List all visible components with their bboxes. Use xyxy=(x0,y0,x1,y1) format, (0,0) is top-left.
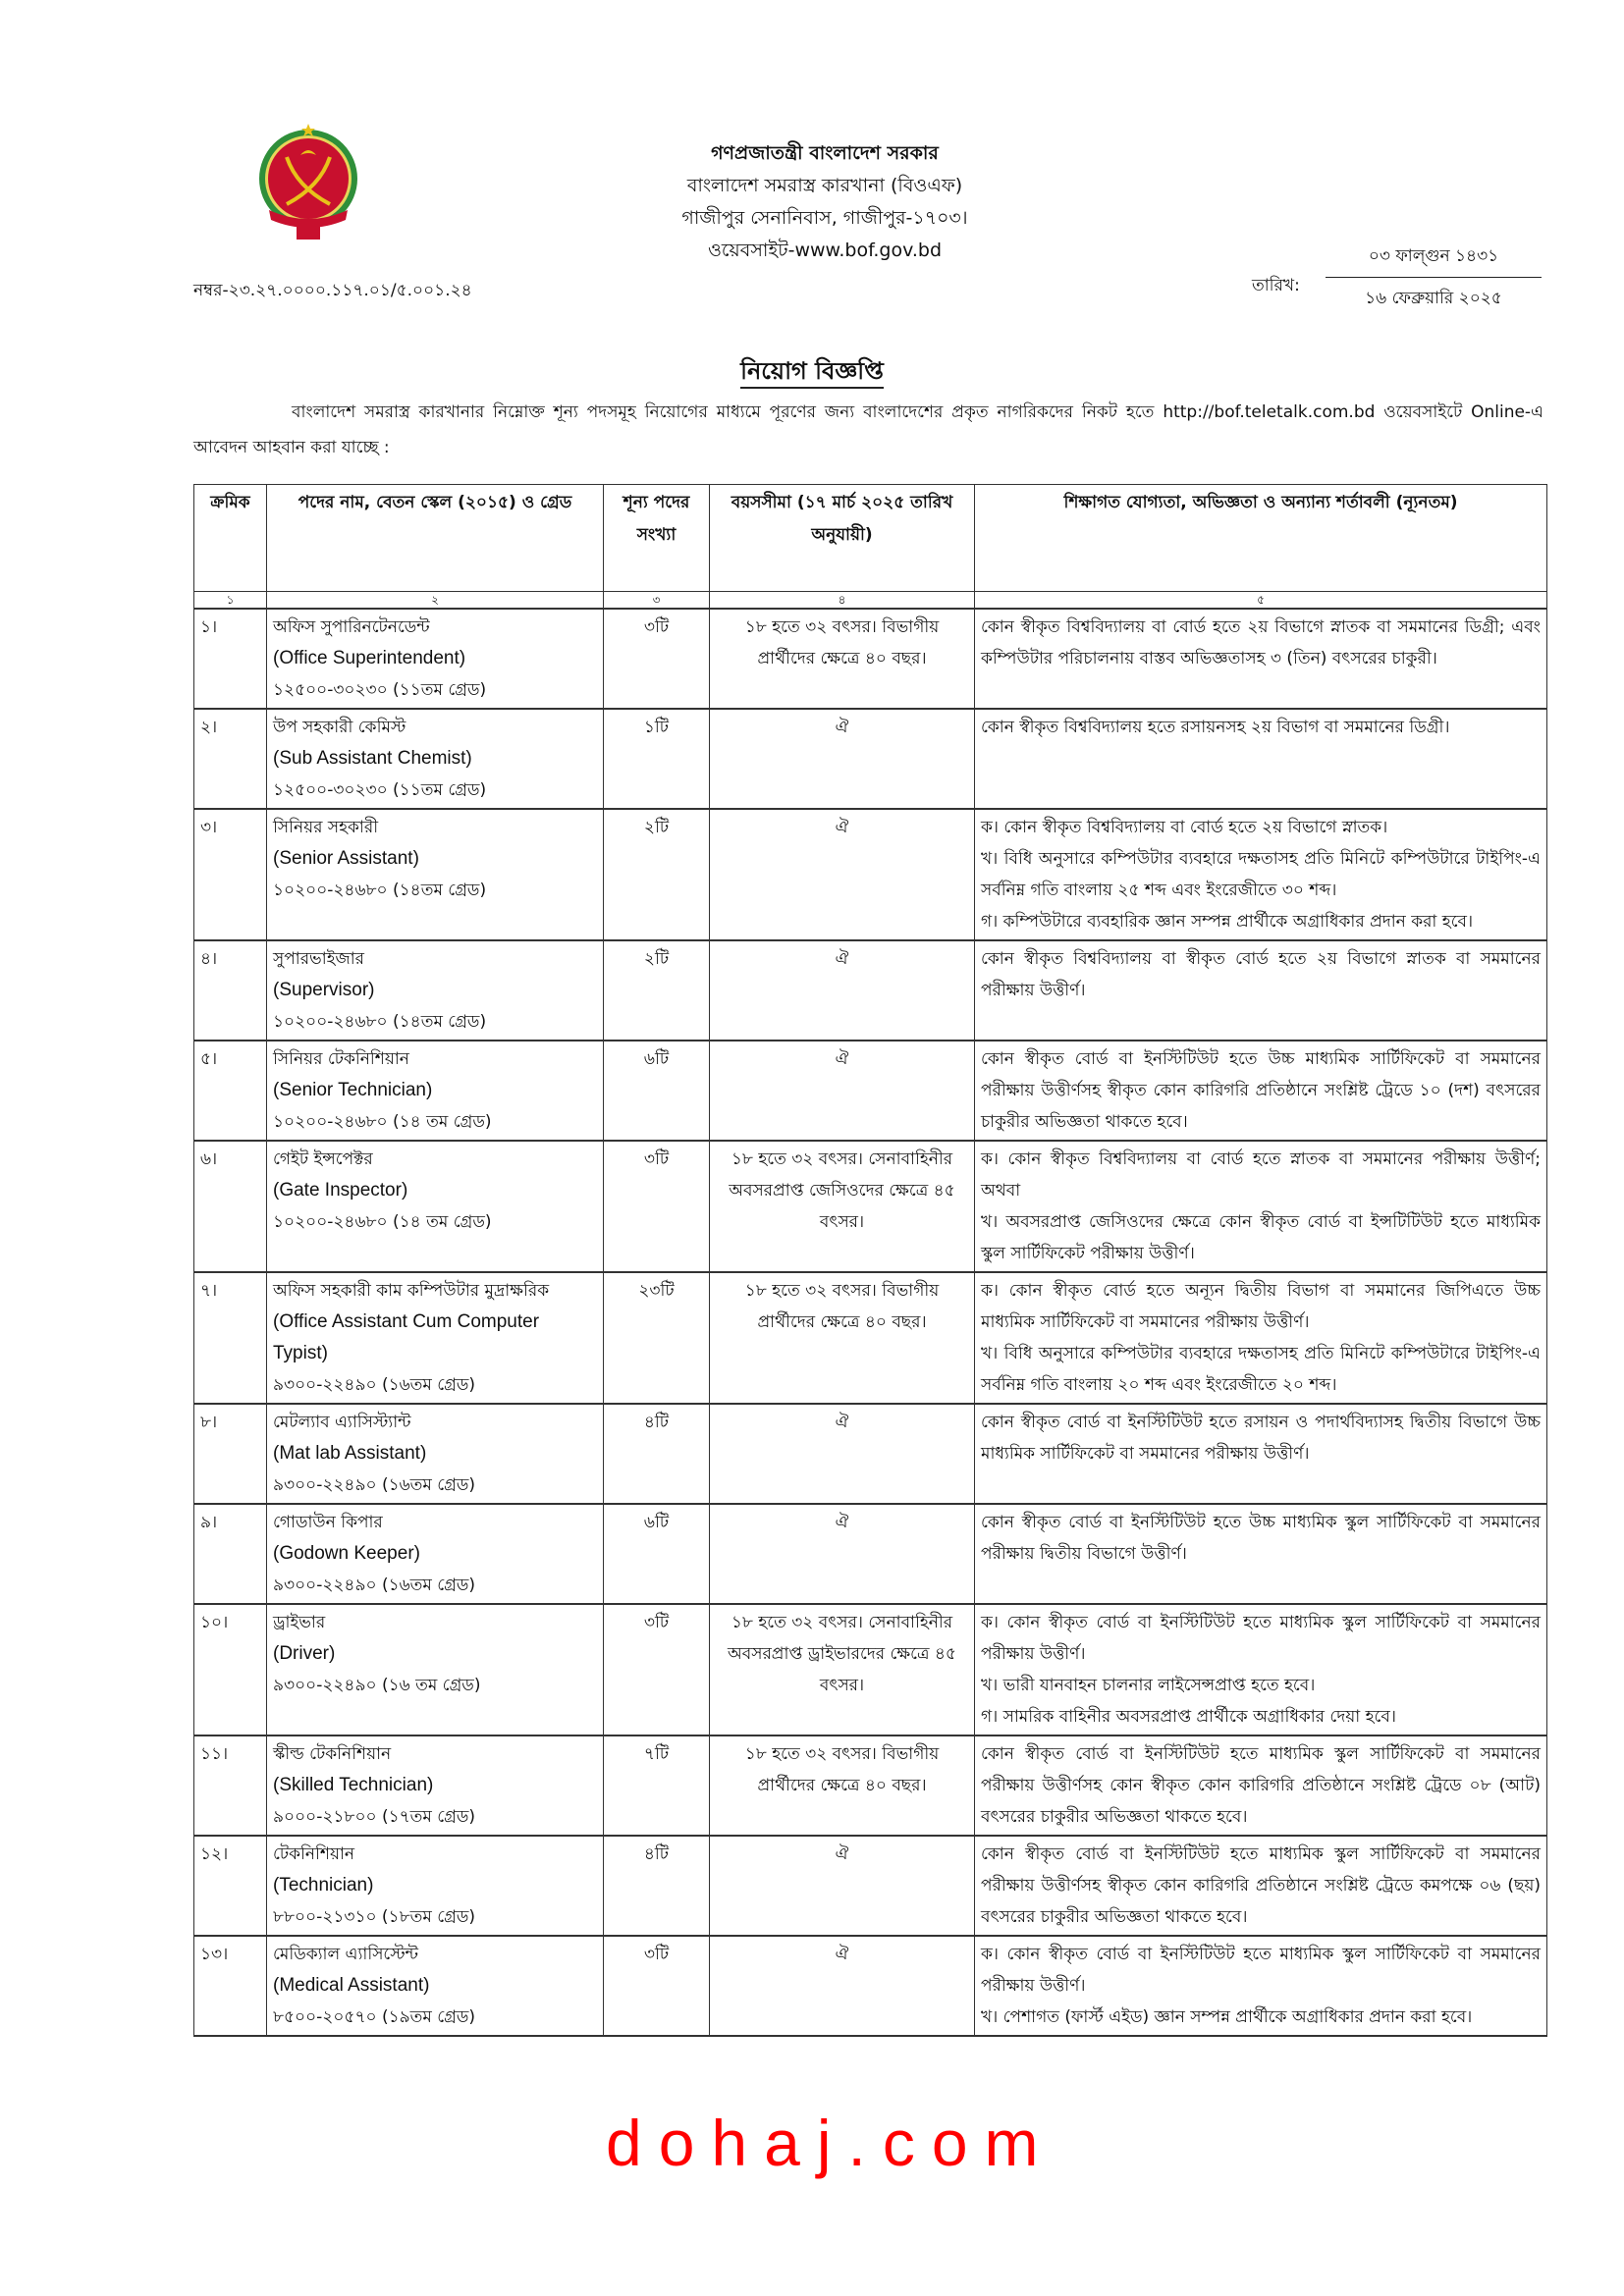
table-row xyxy=(194,1404,1547,1504)
date-gregorian: ১৬ ফেব্রুয়ারি ২০২৫ xyxy=(1365,289,1502,308)
qualification-cell xyxy=(975,1272,1547,1404)
post-name-bangla: স্কীল্ড টেকনিশিয়ান xyxy=(273,1744,392,1764)
post-cell xyxy=(267,609,604,709)
qualification-item: খ। বিধি অনুসারে কম্পিউটার ব্যবহারে দক্ষতাসহ প্রতি মিনিটে কম্পিউটারে টাইপিং-এ সর্বনিম্ন গতি বাংলায় ২৫ শব্দ এবং ইংরেজীতে ৩০ শব্দ। xyxy=(981,849,1541,900)
table-row xyxy=(194,940,1547,1041)
age-limit-cell: ১৮ হতে ৩২ বৎসর। সেনাবাহিনীর অবসরপ্রাপ্ত জেসিওদের ক্ষেত্রে ৪৫ বৎসর। xyxy=(710,1141,975,1272)
post-name-english: (Technician) xyxy=(273,1875,374,1896)
post-name-english: (Sub Assistant Chemist) xyxy=(273,748,472,769)
post-name-bangla: অফিস সুপারিনটেনডেন্ট xyxy=(273,617,430,637)
column-header-post: পদের নাম, বেতন স্কেল (২০১৫) ও গ্রেড xyxy=(267,485,604,592)
notice-title: নিয়োগ বিজ্ঞপ্তি xyxy=(740,357,884,389)
serial-cell: ৫। xyxy=(194,1041,267,1141)
column-number: ৪ xyxy=(710,592,975,610)
age-limit-cell: ঐ xyxy=(710,940,975,1041)
post-name-bangla: সুপারভাইজার xyxy=(273,949,364,969)
post-cell xyxy=(267,1604,604,1735)
table-row xyxy=(194,1141,1547,1272)
serial-cell: ১১। xyxy=(194,1735,267,1836)
post-name-english: (Office Superintendent) xyxy=(273,648,466,668)
qualification-cell xyxy=(975,1404,1547,1504)
qualification-item: খ। পেশাগত (ফার্স্ট এইড) জ্ঞান সম্পন্ন প্রার্থীকে অগ্রাধিকার প্রদান করা হবে। xyxy=(981,2007,1473,2027)
age-limit-cell: ঐ xyxy=(710,1404,975,1504)
qualification-item: ক। কোন স্বীকৃত বোর্ড হতে অন্যূন দ্বিতীয় বিভাগ বা সমমানের জিপিএতে উচ্চ মাধ্যমিক সার্টিফিকেট বা সমমানের পরীক্ষায় উত্তীর্ণ। xyxy=(981,1281,1541,1332)
post-cell xyxy=(267,809,604,940)
qualification-item: কোন স্বীকৃত বোর্ড বা ইনস্টিটিউট হতে রসায়ন ও পদার্থবিদ্যাসহ দ্বিতীয় বিভাগে উচ্চ মাধ্যমিক সার্টিফিকেট বা সমমানের পরীক্ষায় উত্তীর্ণ। xyxy=(981,1413,1541,1464)
post-cell xyxy=(267,1404,604,1504)
post-cell xyxy=(267,1836,604,1936)
qualification-item: গ। সামরিক বাহিনীর অবসরপ্রাপ্ত প্রার্থীকে অগ্রাধিকার দেয়া হবে। xyxy=(981,1707,1396,1727)
vacancy-count-cell: ৬টি xyxy=(604,1504,710,1604)
qualification-item: কোন স্বীকৃত বিশ্ববিদ্যালয় বা স্বীকৃত বোর্ড হতে ২য় বিভাগে স্নাতক বা সমমানের পরীক্ষায় উত্তীর্ণ। xyxy=(981,949,1541,1000)
age-limit-cell: ঐ xyxy=(710,709,975,809)
post-name-english: (Medical Assistant) xyxy=(273,1975,430,1996)
pay-scale: ১০২০০-২৪৬৮০ (১৪তম গ্রেড) xyxy=(273,1012,487,1032)
age-limit-cell: ১৮ হতে ৩২ বৎসর। বিভাগীয় প্রার্থীদের ক্ষেত্রে ৪০ বছর। xyxy=(710,1735,975,1836)
post-name-bangla: গেইট ইন্সপেক্টর xyxy=(273,1149,373,1169)
pay-scale: ৯৩০০-২২৪৯০ (১৬তম গ্রেড) xyxy=(273,1375,476,1395)
qualification-item: ক। কোন স্বীকৃত বিশ্ববিদ্যালয় বা বোর্ড হতে ২য় বিভাগে স্নাতক। xyxy=(981,818,1388,837)
post-name-english: (Mat lab Assistant) xyxy=(273,1443,427,1464)
pay-scale: ১২৫০০-৩০২৩০ (১১তম গ্রেড) xyxy=(273,680,487,700)
post-cell xyxy=(267,1141,604,1272)
vacancy-count-cell: ৩টি xyxy=(604,609,710,709)
organization-name: বাংলাদেশ সমরাস্ত্র কারখানা (বিওএফ) xyxy=(686,175,963,196)
column-header-age: বয়সসীমা (১৭ মার্চ ২০২৫ তারিখ অনুযায়ী) xyxy=(710,485,975,592)
post-name-english: (Skilled Technician) xyxy=(273,1775,434,1795)
post-name-bangla: অফিস সহকারী কাম কম্পিউটার মুদ্রাক্ষরিক xyxy=(273,1281,550,1301)
serial-cell: ১০। xyxy=(194,1604,267,1735)
column-number: ৫ xyxy=(975,592,1547,610)
qualification-cell xyxy=(975,1141,1547,1272)
table-row xyxy=(194,1735,1547,1836)
column-number-row xyxy=(194,592,1547,610)
vacancy-count-cell: ২৩টি xyxy=(604,1272,710,1404)
serial-cell: ৯। xyxy=(194,1504,267,1604)
post-name-english: (Office Assistant Cum Computer Typist) xyxy=(273,1311,540,1363)
qualification-cell xyxy=(975,1936,1547,2036)
date-bangla: ০৩ ফাল্গুন ১৪৩১ xyxy=(1326,243,1542,278)
column-number: ২ xyxy=(267,592,604,610)
post-name-english: (Supervisor) xyxy=(273,980,375,1000)
serial-cell: ২। xyxy=(194,709,267,809)
qualification-item: ক। কোন স্বীকৃত বোর্ড বা ইনস্টিটিউট হতে মাধ্যমিক স্কুল সার্টিফিকেট বা সমমানের পরীক্ষায় উত্তীর্ণ। xyxy=(981,1613,1541,1664)
post-name-english: (Senior Assistant) xyxy=(273,848,419,869)
bof-emblem-icon xyxy=(257,118,359,251)
vacancy-count-cell: ৪টি xyxy=(604,1404,710,1504)
post-name-english: (Godown Keeper) xyxy=(273,1543,420,1564)
qualification-item: কোন স্বীকৃত বিশ্ববিদ্যালয় বা বোর্ড হতে ২য় বিভাগে স্নাতক বা সমমানের ডিগ্রী; এবং কম্পিউটার পরিচালনায় বাস্তব অভিজ্ঞতাসহ ৩ (তিন) বৎসরের চাকুরী। xyxy=(981,617,1541,668)
qualification-cell xyxy=(975,940,1547,1041)
government-name: গণপ্রজাতন্ত্রী বাংলাদেশ সরকার xyxy=(711,142,939,164)
column-header-count: শূন্য পদের সংখ্যা xyxy=(604,485,710,592)
post-name-english: (Senior Technician) xyxy=(273,1080,433,1100)
notice-intro: বাংলাদেশ সমরাস্ত্র কারখানার নিম্নোক্ত শূন্য পদসমূহ নিয়োগের মাধ্যমে পূরণের জন্য বাংলাদেশের প্রকৃত নাগরিকদের নিকট হতে http://bof.teletalk.com.bd ওয়েবসাইটে Online-এ আবেদন আহবান করা যাচ্ছে : xyxy=(193,402,1543,457)
pay-scale: ১০২০০-২৪৬৮০ (১৪ তম গ্রেড) xyxy=(273,1112,492,1132)
age-limit-cell: ঐ xyxy=(710,1936,975,2036)
vacancy-table xyxy=(193,484,1547,2037)
table-body xyxy=(194,609,1547,2036)
age-limit-cell: ঐ xyxy=(710,809,975,940)
qualification-item: ক। কোন স্বীকৃত বোর্ড বা ইনস্টিটিউট হতে মাধ্যমিক স্কুল সার্টিফিকেট বা সমমানের পরীক্ষায় উত্তীর্ণ। xyxy=(981,1945,1541,1996)
qualification-cell xyxy=(975,1735,1547,1836)
age-limit-cell: ১৮ হতে ৩২ বৎসর। বিভাগীয় প্রার্থীদের ক্ষেত্রে ৪০ বছর। xyxy=(710,609,975,709)
post-cell xyxy=(267,1735,604,1836)
table-row xyxy=(194,1604,1547,1735)
table-row xyxy=(194,609,1547,709)
organization-website: ওয়েবসাইট-www.bof.gov.bd xyxy=(707,240,943,261)
pay-scale: ৮৫০০-২০৫৭০ (১৯তম গ্রেড) xyxy=(273,2007,476,2027)
table-row xyxy=(194,1836,1547,1936)
vacancy-count-cell: ৩টি xyxy=(604,1604,710,1735)
column-number: ৩ xyxy=(604,592,710,610)
column-header-serial: ক্রমিক xyxy=(194,485,267,592)
qualification-item: খ। ভারী যানবাহন চালনার লাইসেন্সপ্রাপ্ত হতে হবে। xyxy=(981,1676,1316,1695)
serial-cell: ৭। xyxy=(194,1272,267,1404)
organization-address: গাজীপুর সেনানিবাস, গাজীপুর-১৭০৩। xyxy=(681,207,968,229)
pay-scale: ৯৩০০-২২৪৯০ (১৬তম গ্রেড) xyxy=(273,1475,476,1495)
post-cell xyxy=(267,1041,604,1141)
qualification-item: গ। কম্পিউটারে ব্যবহারিক জ্ঞান সম্পন্ন প্রার্থীকে অগ্রাধিকার প্রদান করা হবে। xyxy=(981,912,1474,932)
post-name-english: (Driver) xyxy=(273,1643,336,1664)
post-name-bangla: সিনিয়র টেকনিশিয়ান xyxy=(273,1049,409,1069)
table-row xyxy=(194,709,1547,809)
qualification-cell xyxy=(975,1041,1547,1141)
vacancy-count-cell: ৩টি xyxy=(604,1141,710,1272)
age-limit-cell: ১৮ হতে ৩২ বৎসর। সেনাবাহিনীর অবসরপ্রাপ্ত ড্রাইভারদের ক্ষেত্রে ৪৫ বৎসর। xyxy=(710,1604,975,1735)
qualification-item: ক। কোন স্বীকৃত বিশ্ববিদ্যালয় বা বোর্ড হতে স্নাতক বা সমমানের পরীক্ষায় উত্তীর্ণ; অথবা xyxy=(981,1149,1541,1201)
post-cell xyxy=(267,1504,604,1604)
vacancy-count-cell: ৩টি xyxy=(604,1936,710,2036)
vacancy-count-cell: ২টি xyxy=(604,809,710,940)
pay-scale: ৯৩০০-২২৪৯০ (১৬তম গ্রেড) xyxy=(273,1575,476,1595)
post-name-bangla: মেটল্যাব এ্যাসিস্ট্যান্ট xyxy=(273,1413,411,1432)
qualification-cell xyxy=(975,1836,1547,1936)
qualification-cell xyxy=(975,1604,1547,1735)
qualification-item: কোন স্বীকৃত বোর্ড বা ইনস্টিটিউট হতে মাধ্যমিক স্কুল সার্টিফিকেট বা সমমানের পরীক্ষায় উত্তীর্ণসহ স্বীকৃত কোন কারিগরি প্রতিষ্ঠানে সংশ্লিষ্ট ট্রেডে কমপক্ষে ০৬ (ছয়) বৎসরের চাকুরীর অভিজ্ঞতা থাকতে হবে। xyxy=(981,1844,1541,1927)
post-name-english: (Gate Inspector) xyxy=(273,1180,408,1201)
table-header-row xyxy=(194,485,1547,592)
post-name-bangla: উপ সহকারী কেমিস্ট xyxy=(273,718,406,737)
post-name-bangla: সিনিয়র সহকারী xyxy=(273,818,379,837)
table-row xyxy=(194,1041,1547,1141)
pay-scale: ১২৫০০-৩০২৩০ (১১তম গ্রেড) xyxy=(273,780,487,800)
qualification-item: কোন স্বীকৃত বোর্ড বা ইনস্টিটিউট হতে উচ্চ মাধ্যমিক সার্টিফিকেট বা সমমানের পরীক্ষায় উত্তীর্ণসহ স্বীকৃত কোন কারিগরি প্রতিষ্ঠানে সংশ্লিষ্ট ট্রেডে ১০ (দশ) বৎসরের চাকুরীর অভিজ্ঞতা থাকতে হবে। xyxy=(981,1049,1541,1132)
date-block xyxy=(1252,243,1546,322)
pay-scale: ৯০০০-২১৮০০ (১৭তম গ্রেড) xyxy=(273,1807,476,1827)
table-row xyxy=(194,1936,1547,2036)
column-header-qualification: শিক্ষাগত যোগ্যতা, অভিজ্ঞতা ও অন্যান্য শর্তাবলী (ন্যূনতম) xyxy=(975,485,1547,592)
qualification-item: খ। বিধি অনুসারে কম্পিউটার ব্যবহারে দক্ষতাসহ প্রতি মিনিটে কম্পিউটারে টাইপিং-এ সর্বনিম্ন গতি বাংলায় ২০ শব্দ এবং ইংরেজীতে ২০ শব্দ। xyxy=(981,1344,1541,1395)
column-number: ১ xyxy=(194,592,267,610)
vacancy-count-cell: ৭টি xyxy=(604,1735,710,1836)
date-stack xyxy=(1326,243,1542,313)
notice-title-wrap xyxy=(0,353,1624,393)
qualification-cell xyxy=(975,609,1547,709)
vacancy-count-cell: ২টি xyxy=(604,940,710,1041)
post-name-bangla: মেডিক্যাল এ্যাসিস্টেন্ট xyxy=(273,1945,419,1964)
qualification-item: কোন স্বীকৃত বিশ্ববিদ্যালয় হতে রসায়নসহ ২য় বিভাগ বা সমমানের ডিগ্রী। xyxy=(981,718,1450,737)
serial-cell: ৪। xyxy=(194,940,267,1041)
pay-scale: ৮৮০০-২১৩১০ (১৮তম গ্রেড) xyxy=(273,1907,475,1927)
watermark: dohaj.com xyxy=(606,2107,1056,2179)
letterhead xyxy=(550,137,1100,267)
table-row xyxy=(194,1504,1547,1604)
date-label: তারিখ: xyxy=(1252,276,1300,295)
vacancy-count-cell: ৬টি xyxy=(604,1041,710,1141)
serial-cell: ১২। xyxy=(194,1836,267,1936)
post-cell xyxy=(267,709,604,809)
serial-cell: ৬। xyxy=(194,1141,267,1272)
post-name-bangla: ড্রাইভার xyxy=(273,1613,326,1632)
serial-cell: ৩। xyxy=(194,809,267,940)
pay-scale: ১০২০০-২৪৬৮০ (১৪ তম গ্রেড) xyxy=(273,1212,492,1232)
vacancy-count-cell: ৪টি xyxy=(604,1836,710,1936)
table-row xyxy=(194,809,1547,940)
post-cell xyxy=(267,940,604,1041)
post-cell xyxy=(267,1936,604,2036)
pay-scale: ১০২০০-২৪৬৮০ (১৪তম গ্রেড) xyxy=(273,881,487,900)
qualification-item: কোন স্বীকৃত বোর্ড বা ইনস্টিটিউট হতে উচ্চ মাধ্যমিক স্কুল সার্টিফিকেট বা সমমানের পরীক্ষায় দ্বিতীয় বিভাগে উত্তীর্ণ। xyxy=(981,1513,1541,1564)
qualification-item: কোন স্বীকৃত বোর্ড বা ইনস্টিটিউট হতে মাধ্যমিক স্কুল সার্টিফিকেট বা সমমানের পরীক্ষায় উত্তীর্ণসহ কোন স্বীকৃত কোন কারিগরি প্রতিষ্ঠানে সংশ্লিষ্ট ট্রেডে ০৮ (আট) বৎসরের চাকুরীর অভিজ্ঞতা থাকতে হবে। xyxy=(981,1744,1541,1827)
qualification-item: খ। অবসরপ্রাপ্ত জেসিওদের ক্ষেত্রে কোন স্বীকৃত বোর্ড বা ইন্সটিটিউট হতে মাধ্যমিক স্কুল সার্টিফিকেট পরীক্ষায় উত্তীর্ণ। xyxy=(981,1212,1541,1263)
serial-cell: ১৩। xyxy=(194,1936,267,2036)
age-limit-cell: ঐ xyxy=(710,1504,975,1604)
serial-cell: ৮। xyxy=(194,1404,267,1504)
age-limit-cell: ১৮ হতে ৩২ বৎসর। বিভাগীয় প্রার্থীদের ক্ষেত্রে ৪০ বছর। xyxy=(710,1272,975,1404)
serial-cell: ১। xyxy=(194,609,267,709)
age-limit-cell: ঐ xyxy=(710,1041,975,1141)
memo-number: নম্বর-২৩.২৭.০০০০.১১৭.০১/৫.০০১.২৪ xyxy=(193,281,472,300)
qualification-cell xyxy=(975,1504,1547,1604)
vacancy-count-cell: ১টি xyxy=(604,709,710,809)
age-limit-cell: ঐ xyxy=(710,1836,975,1936)
post-cell xyxy=(267,1272,604,1404)
table-row xyxy=(194,1272,1547,1404)
pay-scale: ৯৩০০-২২৪৯০ (১৬ তম গ্রেড) xyxy=(273,1676,481,1695)
qualification-cell xyxy=(975,809,1547,940)
post-name-bangla: গোডাউন কিপার xyxy=(273,1513,383,1532)
post-name-bangla: টেকনিশিয়ান xyxy=(273,1844,355,1864)
qualification-cell xyxy=(975,709,1547,809)
